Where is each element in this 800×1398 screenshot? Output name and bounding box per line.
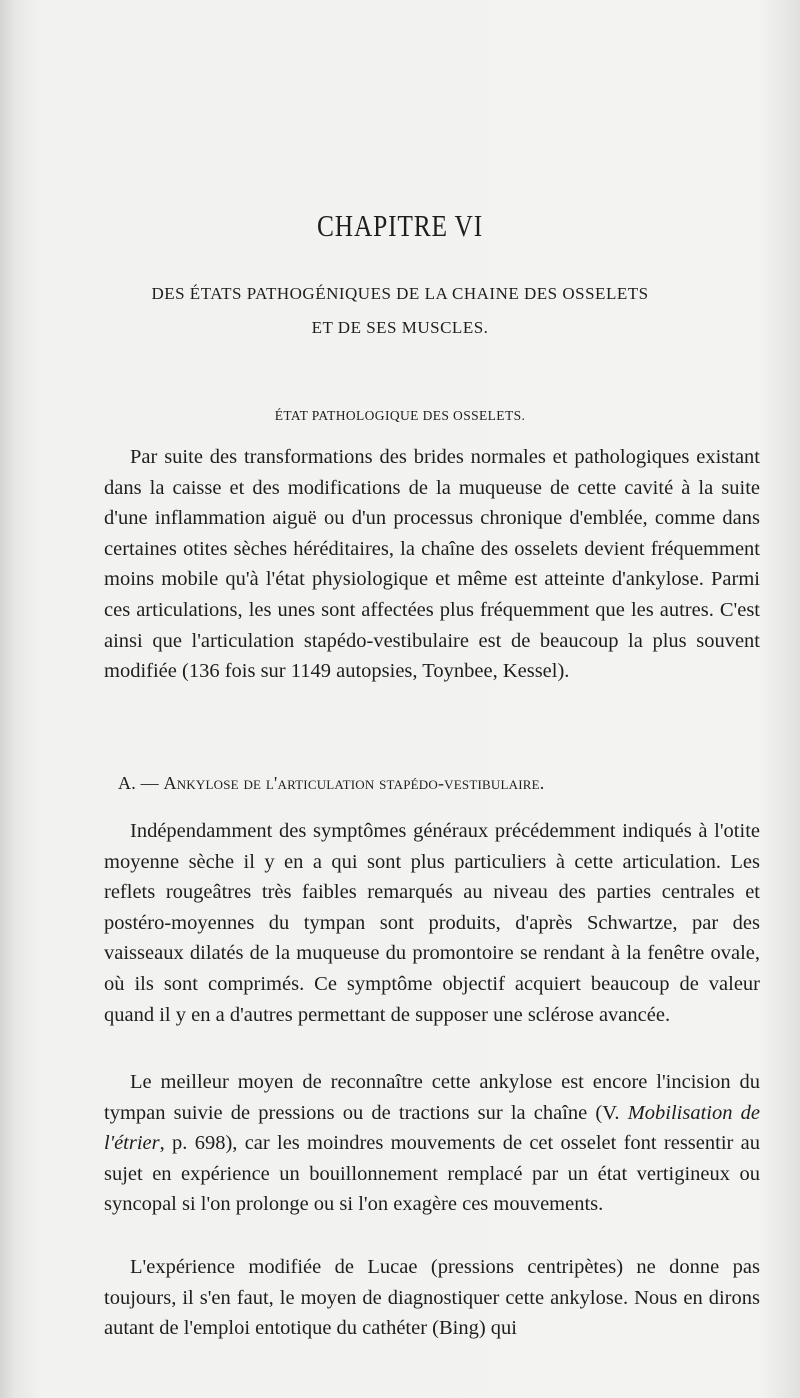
paragraph-3-text-b: , p. 698), car les moindres mouvements de cet osselet font ressentir au sujet en expérience un bouillonnement remplacé par un état vertigineux ou syncopal si l'on prolonge ou si l'on exagère ces mouvements. (104, 1132, 760, 1216)
paragraph-1: Par suite des transformations des brides normales et pathologiques existant dans la caisse et des modifications de la muqueuse de cette cavité à la suite d'une inflammation aiguë ou d'un processus chronique d'emblée, comme dans certaines otites sèches héréditaires, la chaîne des osselets devient fréquemment moins mobile qu'à l'état physiologique et même est atteinte d'ankylose. Parmi ces articulations, les unes sont affectées plus fréquemment que les autres. C'est ainsi que l'articulation stapédo-vestibulaire est de beaucoup la plus souvent modifiée (136 fois sur 1149 autopsies, Toynbee, Kessel). (104, 446, 760, 683)
chapter-subtitle-line1: DES ÉTATS PATHOGÉNIQUES DE LA CHAINE DES OSSELETS (151, 284, 649, 303)
subsection-title: Ankylose de l'articulation stapédo-vestibulaire. (163, 773, 545, 793)
chapter-subtitle-line2: ET DE SES MUSCLES. (311, 318, 489, 337)
paragraph-2: Indépendamment des symptômes généraux précédemment indiqués à l'otite moyenne sèche il y en a qui sont plus particuliers à cette articulation. Les reflets rougeâtres très faibles remarqués au niveau des parties centrales et postéro-moyennes du tympan sont produits, d'après Schwartze, par des vaisseaux dilatés de la muqueuse du promontoire se rendant à la fenêtre ovale, où ils sont comprimés. Ce symptôme objectif acquiert beaucoup de valeur quand il y en a d'autres permettant de supposer une sclérose avancée. (104, 820, 760, 1026)
paragraph-3 (104, 1067, 760, 1220)
chapter-title: CHAPITRE VI (316, 208, 484, 243)
section-heading: ÉTAT PATHOLOGIQUE DES OSSELETS. (274, 408, 526, 423)
paragraph-3-italic: Mobilisation de l'étrier (104, 1101, 760, 1155)
subsection-heading (118, 773, 544, 794)
subsection-letter: A. — (118, 773, 164, 793)
paragraph-4: L'expérience modifiée de Lucae (pressions centripètes) ne donne pas toujours, il s'en faut, le moyen de diagnostiquer cette ankylose. Nous en dirons autant de l'emploi entotique du cathéter (Bing) qui (104, 1256, 760, 1340)
paragraph-3-text-a: Le meilleur moyen de reconnaître cette ankylose est encore l'incision du tympan suivie de pressions ou de tractions sur la chaîne (V. (104, 1071, 760, 1124)
